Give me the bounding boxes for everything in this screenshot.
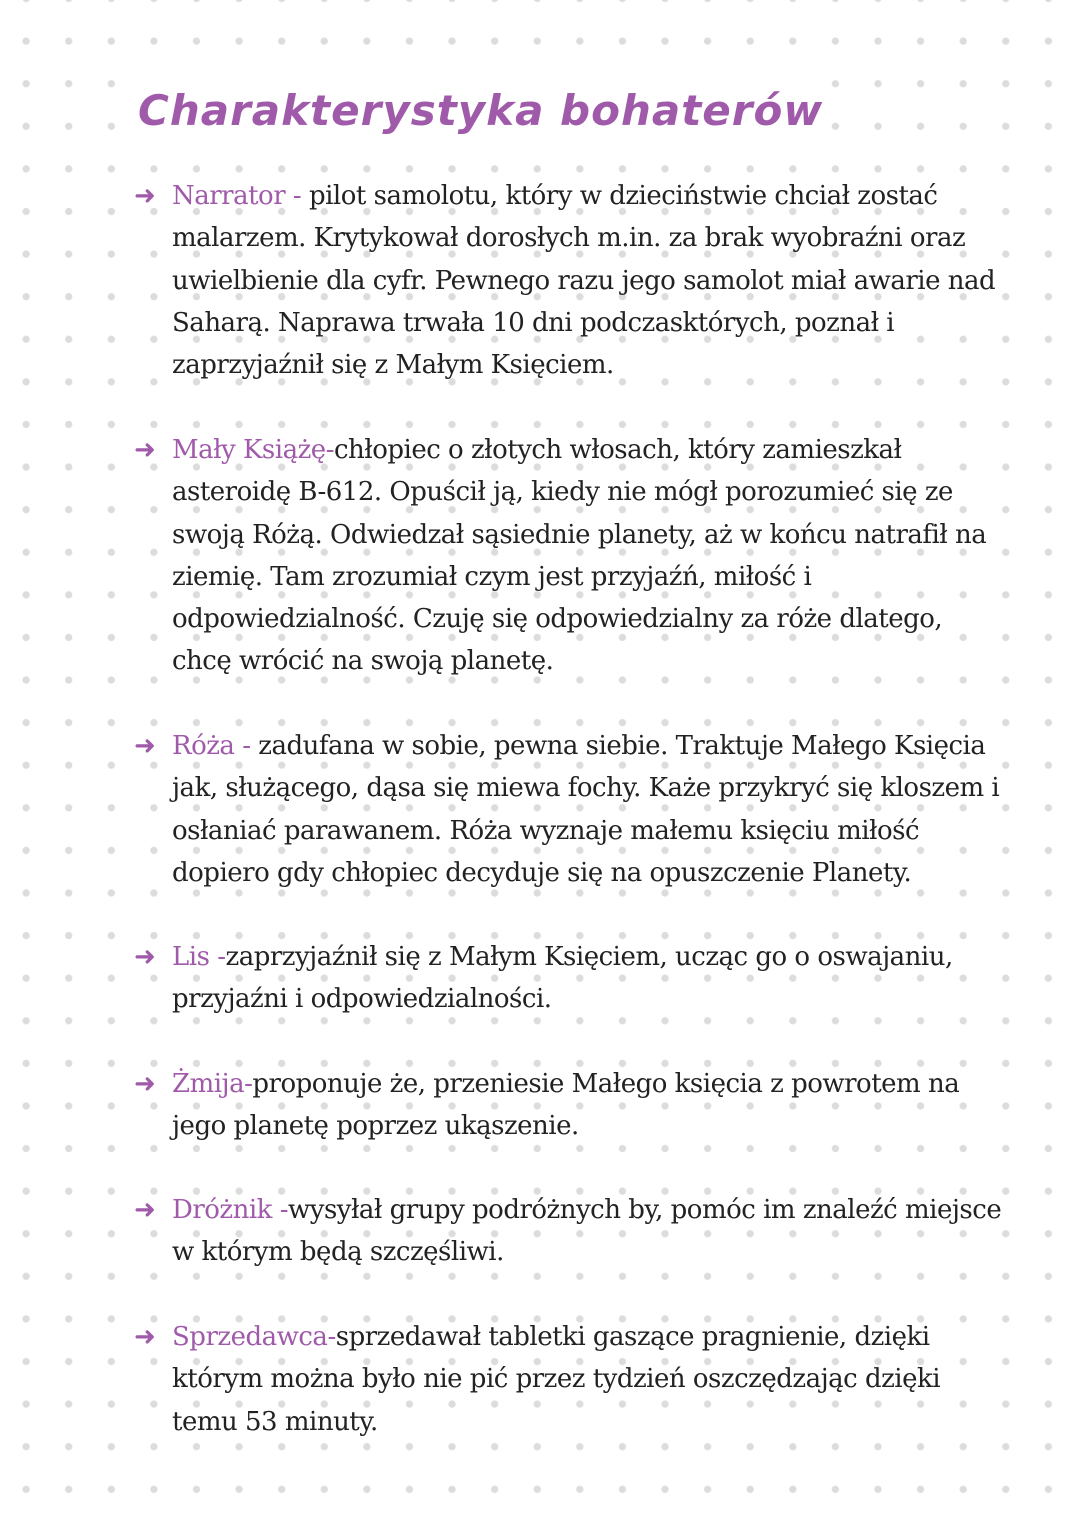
character-paragraph <box>134 1063 1004 1148</box>
character-description: wysyłał grupy podróżnych by, pomóc im znaleźć miejsce w którym będą szczęśliwi. <box>172 1195 1002 1268</box>
name-separator: - <box>244 1069 253 1099</box>
character-description: pilot samolotu, który w dzieciństwie chciał zostać malarzem. Krytykował dorosłych m.in. za brak wyobraźni oraz uwielbienie dla cyfr. Pewnego razu jego samolot miał awarie nad Saharą. Naprawa trwała 10 dni podczasktórych, poznał i zaprzyjaźnił się z Małym Księciem. <box>172 181 996 381</box>
character-name: Róża <box>172 731 235 761</box>
character-description: zadufana w sobie, pewna siebie. Traktuje Małego Księcia jak, służącego, dąsa się miewa fochy. Każe przykryć się kloszem i osłaniać parawanem. Róża wyznaje małemu księciu miłość dopiero gdy chłopiec decyduje się na opuszczenie Planety. <box>172 731 1000 888</box>
character-description: sprzedawał tabletki gaszące pragnienie, dzięki którym można było nie pić przez tydzień oszczędzając dzięki temu 53 minuty. <box>172 1322 941 1437</box>
character-paragraph <box>134 1189 1004 1274</box>
character-entry-zmija <box>134 1063 1004 1148</box>
arrow-right-icon: ➜ <box>134 731 156 761</box>
page-title: Charakterystyka bohaterów <box>130 80 831 142</box>
arrow-right-icon: ➜ <box>134 1322 156 1352</box>
character-entry-maly-ksiaze <box>134 429 1004 683</box>
character-description: zaprzyjaźnił się z Małym Księciem, ucząc go o oswajaniu, przyjaźni i odpowiedzialności. <box>172 942 953 1015</box>
character-entry-lis <box>134 936 1004 1021</box>
name-separator: - <box>271 1195 289 1225</box>
character-name: Lis <box>172 942 210 972</box>
character-paragraph <box>134 175 1004 386</box>
character-name: Sprzedawca <box>172 1322 328 1352</box>
character-entry-narrator <box>134 175 1004 386</box>
character-entry-roza <box>134 725 1004 894</box>
character-paragraph <box>134 936 1004 1021</box>
character-description: proponuje że, przeniesie Małego księcia z powrotem na jego planetę poprzez ukąszenie. <box>172 1069 960 1142</box>
arrow-right-icon: ➜ <box>134 1195 156 1225</box>
character-paragraph <box>134 1316 1004 1443</box>
name-separator: - <box>234 731 259 761</box>
character-name: Mały Książę <box>172 435 326 465</box>
character-name: Żmija <box>172 1069 245 1099</box>
name-separator: - <box>209 942 226 972</box>
character-paragraph <box>134 429 1004 683</box>
arrow-right-icon: ➜ <box>134 181 156 211</box>
arrow-right-icon: ➜ <box>134 1069 156 1099</box>
name-separator: - <box>325 435 334 465</box>
character-name: Dróżnik <box>172 1195 272 1225</box>
character-description: chłopiec o złotych włosach, który zamieszkał asteroidę B-612. Opuścił ją, kiedy nie mógł porozumieć się ze swoją Różą. Odwiedzał sąsiednie planety, aż w końcu natrafił na ziemię. Tam zrozumiał czym jest przyjaźń, miłość i odpowiedzialność. Czuję się odpowiedzialny za róże dlatego, chcę wrócić na swoją planetę. <box>172 435 987 677</box>
arrow-right-icon: ➜ <box>134 942 156 972</box>
name-separator: - <box>285 181 309 211</box>
character-name: Narrator <box>172 181 286 211</box>
arrow-right-icon: ➜ <box>134 435 156 465</box>
character-paragraph <box>134 725 1004 894</box>
name-separator: - <box>327 1322 336 1352</box>
character-entry-droznik <box>134 1189 1004 1274</box>
character-entry-sprzedawca <box>134 1316 1004 1443</box>
